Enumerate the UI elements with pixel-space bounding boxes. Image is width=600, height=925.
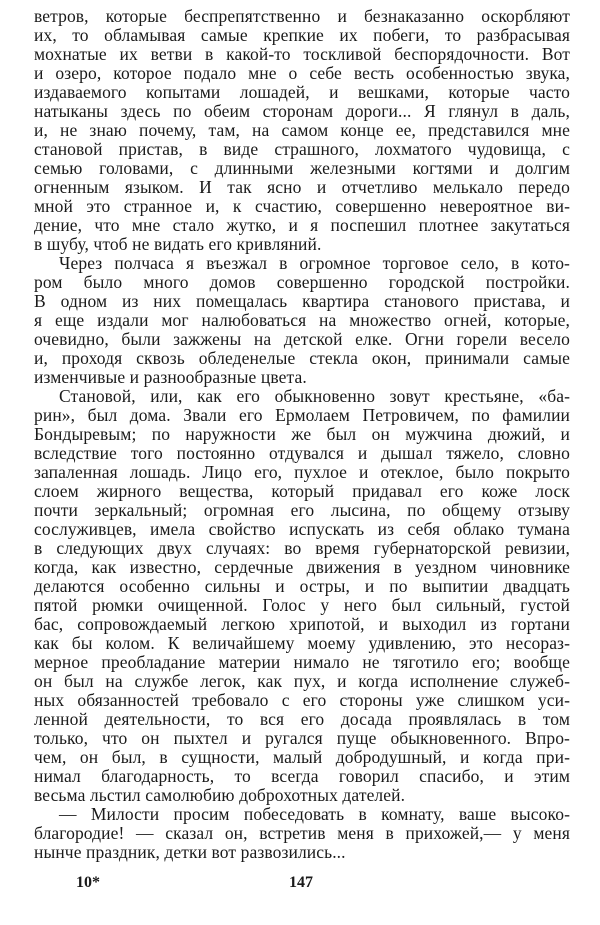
signature-mark: 10* bbox=[76, 874, 100, 891]
paragraph bbox=[34, 387, 570, 805]
text-line: Бондыревым; по наружности же был он мужчина дюжий, и bbox=[34, 425, 570, 444]
text-line: их, то обламывая самые крепкие их побеги, то разбрасывая bbox=[34, 26, 570, 45]
text-line: весьма льстил самолюбию доброхотных дателей. bbox=[34, 786, 406, 805]
text-line: натыканы здесь по обеим сторонам дороги... Я глянул в даль, bbox=[34, 102, 570, 121]
text-line: рин», был дома. Звали его Ермолаем Петровичем, по фамилии bbox=[34, 406, 570, 425]
text-line: только, что он пыхтел и ругался пуще обыкновенного. Впро- bbox=[34, 729, 570, 748]
paragraph bbox=[34, 7, 570, 254]
text-line: Через полчаса я въезжал в огромное торговое село, в кото- bbox=[59, 254, 570, 273]
text-line: я еще издали мог налюбоваться на множество огней, которые, bbox=[34, 311, 570, 330]
text-line: благородие! — сказал он, встретив меня в прихожей,— у меня bbox=[34, 824, 570, 843]
text-line: сослуживцев, имела свойство испускать из себя облако тумана bbox=[34, 520, 570, 539]
text-line: ром было много домов совершенно городской постройки. bbox=[34, 273, 570, 292]
text-line: нынче праздник, детки вот развозились... bbox=[34, 843, 346, 862]
text-line: когда, как известно, сердечные движения в уездном чиновнике bbox=[34, 558, 570, 577]
text-line: мной это странное и, к счастию, совершенно невероятное ви- bbox=[34, 197, 570, 216]
text-line: В одном из них помещалась квартира станового пристава, и bbox=[34, 292, 570, 311]
text-line: ных обязанностей требовало с его стороны уже слишком уси- bbox=[34, 691, 570, 710]
text-line: дение, что мне стало жутко, и я поспешил плотнее закутаться bbox=[34, 216, 570, 235]
text-line: делаются особенно сильны и остры, и по выпитии двадцать bbox=[34, 577, 570, 596]
text-line: бас, сопровождаемый легкою хрипотой, и выходил из гортани bbox=[34, 615, 570, 634]
text-line: и озеро, которое подало мне о себе весть особенностью звука, bbox=[34, 64, 570, 83]
text-line: очевидно, были зажжены на детской елке. Огни горели весело bbox=[34, 330, 570, 349]
text-line: мерное преобладание материи нимало не тяготило его; вообще bbox=[34, 653, 570, 672]
text-line: в следующих двух случаях: во время губернаторской ревизии, bbox=[34, 539, 570, 558]
text-line: он был на службе легок, как пух, и когда исполнение служеб- bbox=[34, 672, 570, 691]
page-body bbox=[34, 7, 570, 862]
text-line: нимал благодарность, то всегда говорил спасибо, и этим bbox=[34, 767, 570, 786]
text-line: слоем жирного вещества, который придавал его коже лоск bbox=[34, 482, 570, 501]
paragraph bbox=[34, 805, 570, 862]
text-line: пятой рюмки очищенной. Голос у него был сильный, густой bbox=[34, 596, 570, 615]
text-line: чем, он был, в сущности, малый добродушный, и когда при- bbox=[34, 748, 570, 767]
text-line: ленной деятельности, то вся его досада проявлялась в том bbox=[34, 710, 570, 729]
text-line: в шубу, чтоб не видать его кривляний. bbox=[34, 235, 322, 254]
page-number: 147 bbox=[289, 874, 313, 891]
text-line: семью головами, с длинными железными когтями и долгим bbox=[34, 159, 570, 178]
text-line: почти зеркальный; огромная его лысина, по общему отзыву bbox=[34, 501, 570, 520]
text-line: запаленная лошадь. Лицо его, пухлое и отеклое, было покрыто bbox=[34, 463, 570, 482]
text-line: как бы колом. К величайшему моему удивлению, это несораз- bbox=[34, 634, 570, 653]
text-line: вследствие того постоянно отдувался и дышал тяжело, словно bbox=[34, 444, 570, 463]
text-line: и, не знаю почему, там, на самом конце ее, представился мне bbox=[34, 121, 570, 140]
paragraph bbox=[34, 254, 570, 387]
text-line: мохнатые их ветви в какой-то тоскливой беспорядочности. Вот bbox=[34, 45, 570, 64]
text-line: — Милости просим побеседовать в комнату, ваше высоко- bbox=[59, 805, 570, 824]
text-line: огненным языком. И так ясно и отчетливо мелькало передо bbox=[34, 178, 570, 197]
text-line: Становой, или, как его обыкновенно зовут крестьяне, «ба- bbox=[59, 387, 570, 406]
text-line: издаваемого копытами лошадей, и вешками, которые часто bbox=[34, 83, 570, 102]
text-line: и, проходя сквозь обледенелые стекла окон, принимали самые bbox=[34, 349, 570, 368]
text-line: становой пристав, в виде страшного, лохматого чудовища, с bbox=[34, 140, 570, 159]
text-line: ветров, которые беспрепятственно и безнаказанно оскорбляют bbox=[34, 7, 570, 26]
text-line: изменчивые и разнообразные цвета. bbox=[34, 368, 307, 387]
